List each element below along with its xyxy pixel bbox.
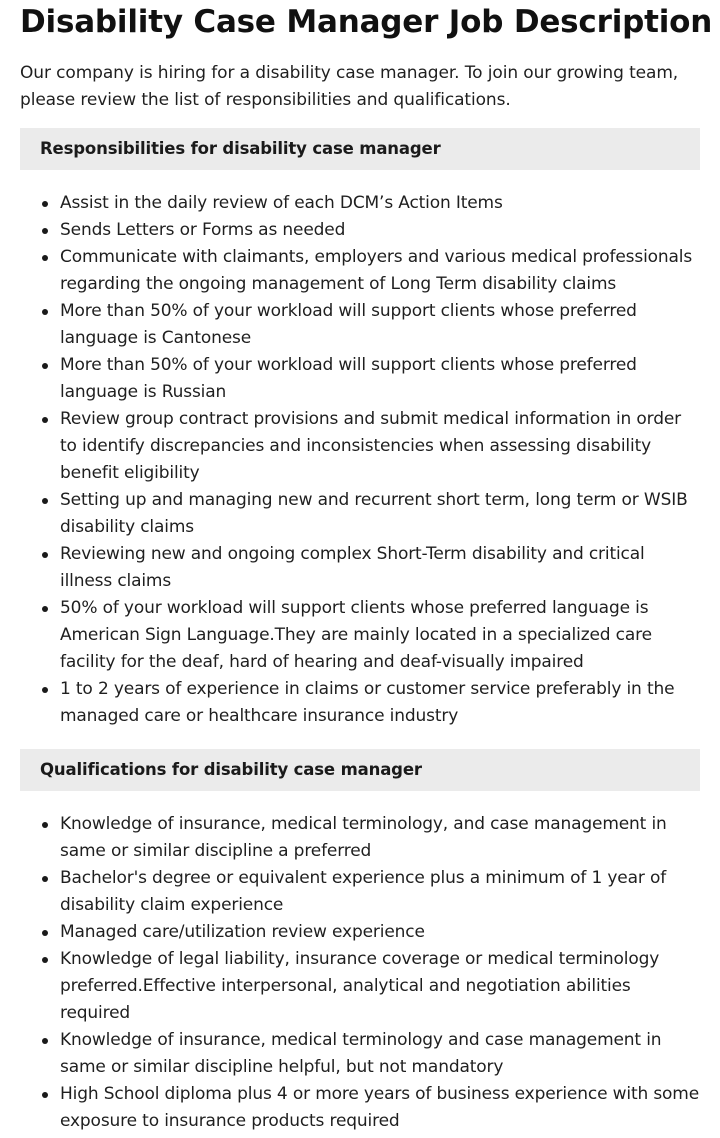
list-item: 50% of your workload will support clients whose preferred language is American Sign Language.They are mainly located in a specialized care facility for the deaf, hard of hearing and deaf-visually impaired [60, 595, 700, 676]
intro-paragraph: Our company is hiring for a disability case manager. To join our growing team, please review the list of responsibilities and qualifications. [20, 63, 679, 110]
list-item: Reviewing new and ongoing complex Short-Term disability and critical illness claims [60, 541, 700, 595]
list-item: More than 50% of your workload will support clients whose preferred language is Russian [60, 352, 700, 406]
list-item: Review group contract provisions and submit medical information in order to identify discrepancies and inconsistencies when assessing disability benefit eligibility [60, 406, 700, 487]
page-title: Disability Case Manager Job Description [20, 4, 713, 40]
responsibilities-heading: Responsibilities for disability case manager [20, 128, 700, 170]
list-item: Knowledge of insurance, medical terminology and case management in same or similar discipline helpful, but not mandatory [60, 1027, 700, 1081]
list-item: Knowledge of legal liability, insurance coverage or medical terminology preferred.Effective interpersonal, analytical and negotiation abilities required [60, 946, 700, 1027]
qualifications-heading: Qualifications for disability case manager [20, 749, 700, 791]
list-item: Bachelor's degree or equivalent experience plus a minimum of 1 year of disability claim experience [60, 865, 700, 919]
list-item: Managed care/utilization review experience [60, 919, 700, 946]
list-item: Sends Letters or Forms as needed [60, 217, 700, 244]
responsibilities-list [20, 190, 700, 730]
list-item: Setting up and managing new and recurrent short term, long term or WSIB disability claims [60, 487, 700, 541]
qualifications-list [20, 811, 700, 1135]
list-item: High School diploma plus 4 or more years of business experience with some exposure to insurance products required [60, 1081, 700, 1135]
list-item: Assist in the daily review of each DCM’s Action Items [60, 190, 700, 217]
list-item: 1 to 2 years of experience in claims or customer service preferably in the managed care or healthcare insurance industry [60, 676, 700, 730]
list-item: Communicate with claimants, employers and various medical professionals regarding the ongoing management of Long Term disability claims [60, 244, 700, 298]
list-item: Knowledge of insurance, medical terminology, and case management in same or similar discipline a preferred [60, 811, 700, 865]
list-item: More than 50% of your workload will support clients whose preferred language is Cantonese [60, 298, 700, 352]
